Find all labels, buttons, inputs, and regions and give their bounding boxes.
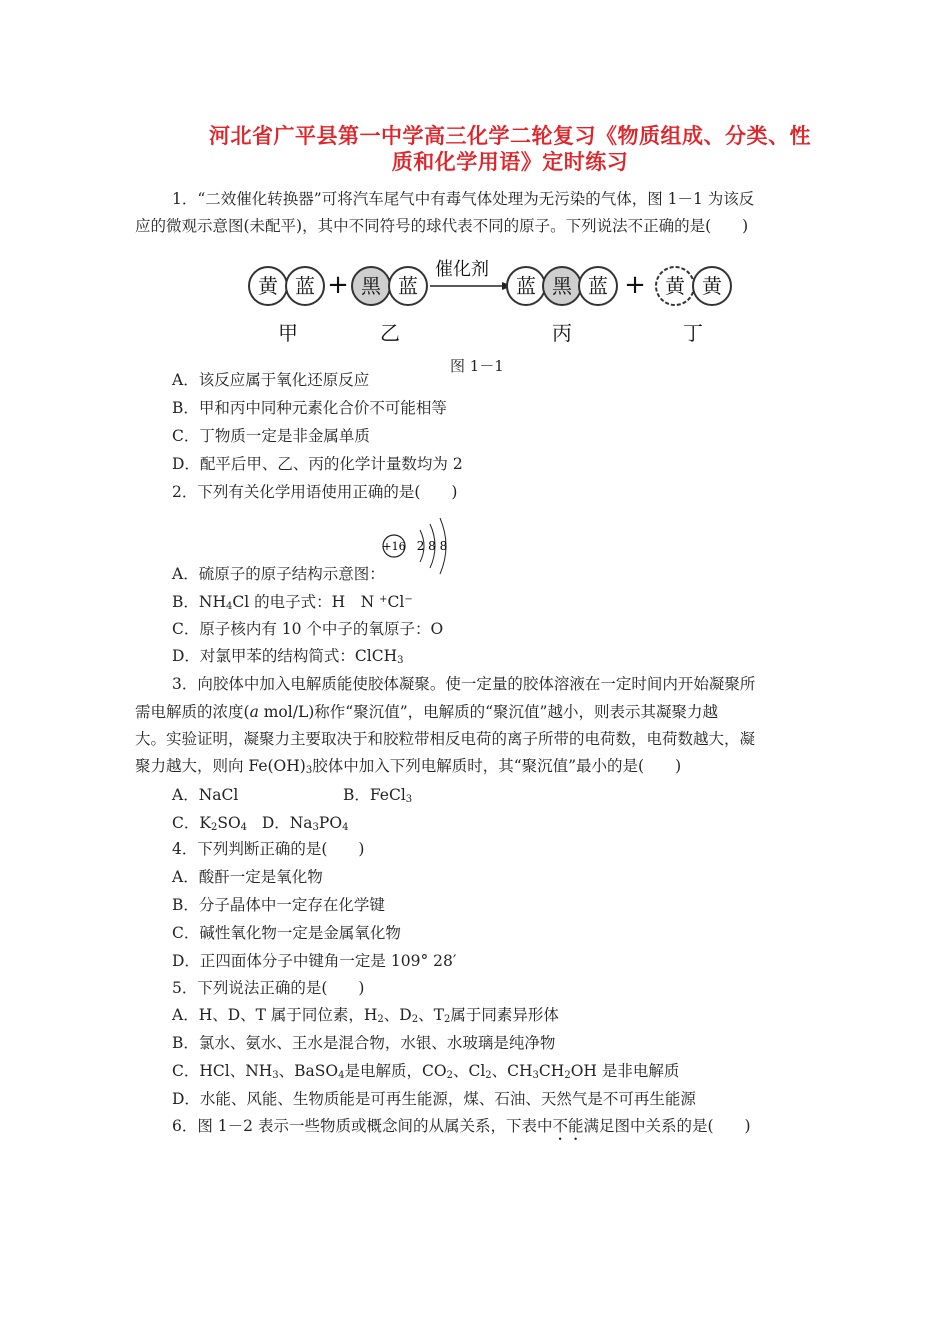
q3-option-a: A．NaCl xyxy=(172,786,239,804)
q5-option-b: B．氯水、氨水、王水是混合物，水银、水玻璃是纯净物 xyxy=(172,1034,556,1052)
sulfur-atom-structure-diagram xyxy=(380,518,460,578)
plus-sign-1: + xyxy=(327,270,349,300)
label-jia: 甲 xyxy=(278,321,298,345)
q4-option-b: B．分子晶体中一定存在化学键 xyxy=(172,896,385,914)
plus-sign-2: + xyxy=(624,270,646,300)
q1-stem-line-2: 应的微观示意图(未配平)，其中不同符号的球代表不同的原子。下列说法不正确的是( ) xyxy=(135,217,749,235)
q2-option-b: B．$NH_4Cl$ 的电子式：H N +Cl− xyxy=(172,593,413,612)
label-ding: 丁 xyxy=(683,321,703,345)
q2-option-d: D．对氯甲苯的结构简式：ClCH$_3$ xyxy=(172,647,404,666)
reaction-diagram xyxy=(240,258,740,348)
ball-blue-bing-1-label: 蓝 xyxy=(516,274,536,298)
ball-yellow-ding-1-label: 黄 xyxy=(665,274,685,298)
q3-option-b: B．FeCl$_3$ xyxy=(343,786,413,805)
q3-stem-line-4: 聚力越大，则向 $Fe(OH)_3$胶体中加入下列电解质时，其“聚沉值”最小的是( ) xyxy=(135,757,682,776)
electron-counts: 2 8 8 xyxy=(416,539,448,553)
ball-blue-yi-label: 蓝 xyxy=(398,274,418,298)
q5-option-d: D．水能、风能、生物质能是可再生能源，煤、石油、天然气是不可再生能源 xyxy=(172,1090,696,1108)
q4-option-d: D．正四面体分子中键角一定是 109° 28′ xyxy=(172,952,457,970)
catalyst-label: 催化剂 xyxy=(435,259,489,280)
q5-option-c: C．HCl、$NH_3$、BaSO$_4$是电解质，$CO_2$、$Cl_2$、$CH_3CH_2OH$ 是非电解质 xyxy=(172,1062,680,1081)
ball-yellow-ding-2-label: 黄 xyxy=(702,274,722,298)
label-yi: 乙 xyxy=(380,321,400,345)
ball-black-yi-label: 黑 xyxy=(361,274,381,298)
q1-option-c: C．丁物质一定是非金属单质 xyxy=(172,427,370,445)
q4-option-a: A．酸酐一定是氧化物 xyxy=(172,868,323,886)
q4-option-c: C．碱性氧化物一定是金属氧化物 xyxy=(172,924,401,942)
q5-option-a: A．H、D、T 属于同位素，$H_2$、$D_2$、$T_2$属于同素异形体 xyxy=(172,1006,559,1025)
q2-option-c: C．原子核内有 10 个中子的氧原子：O xyxy=(172,620,444,638)
q2-option-a: A．硫原子的原子结构示意图： xyxy=(172,565,385,583)
q3-stem-line-2: 需电解质的浓度(a mol/L)称作“聚沉值”，电解质的“聚沉值”越小，则表示其凝聚力越 xyxy=(135,703,718,721)
q1-option-b: B．甲和丙中同种元素化合价不可能相等 xyxy=(172,399,447,417)
nucleus-charge: +16 xyxy=(382,540,406,553)
q3-stem-line-1: 3．向胶体中加入电解质能使胶体凝聚。使一定量的胶体溶液在一定时间内开始凝聚所 xyxy=(172,675,756,693)
q2-stem: 2．下列有关化学用语使用正确的是( ) xyxy=(172,483,458,501)
q3-option-c-d: C．$K_2SO_4$ D．$Na_3PO_4$ xyxy=(172,814,349,833)
ball-black-bing-label: 黑 xyxy=(552,274,572,298)
label-bing: 丙 xyxy=(552,321,572,345)
ball-blue-jia-label: 蓝 xyxy=(295,274,315,298)
page-title-line-1: 河北省广平县第一中学高三化学二轮复习《物质组成、分类、性 xyxy=(209,123,811,148)
q6-stem: 6．图 1－2 表示一些物质或概念间的从属关系，下表中不能满足图中关系的是( ) xyxy=(172,1117,751,1135)
q3-stem-line-3: 大。实验证明，凝聚力主要取决于和胶粒带相反电荷的离子所带的电荷数，电荷数越大，凝 xyxy=(135,730,756,748)
ball-blue-bing-2-label: 蓝 xyxy=(588,274,608,298)
q1-option-a: A．该反应属于氧化还原反应 xyxy=(172,371,370,389)
q4-stem: 4．下列判断正确的是( ) xyxy=(172,840,365,858)
figure-caption-1-1: 图 1－1 xyxy=(450,357,504,375)
q1-stem-line-1: 1．“二效催化转换器”可将汽车尾气中有毒气体处理为无污染的气体，图 1－1 为该反 xyxy=(172,190,755,208)
q5-stem: 5．下列说法正确的是( ) xyxy=(172,979,365,997)
q1-option-d: D．配平后甲、乙、丙的化学计量数均为 2 xyxy=(172,455,463,473)
ball-yellow-jia-label: 黄 xyxy=(258,274,278,298)
page-title-line-2: 质和化学用语》定时练习 xyxy=(391,149,629,174)
